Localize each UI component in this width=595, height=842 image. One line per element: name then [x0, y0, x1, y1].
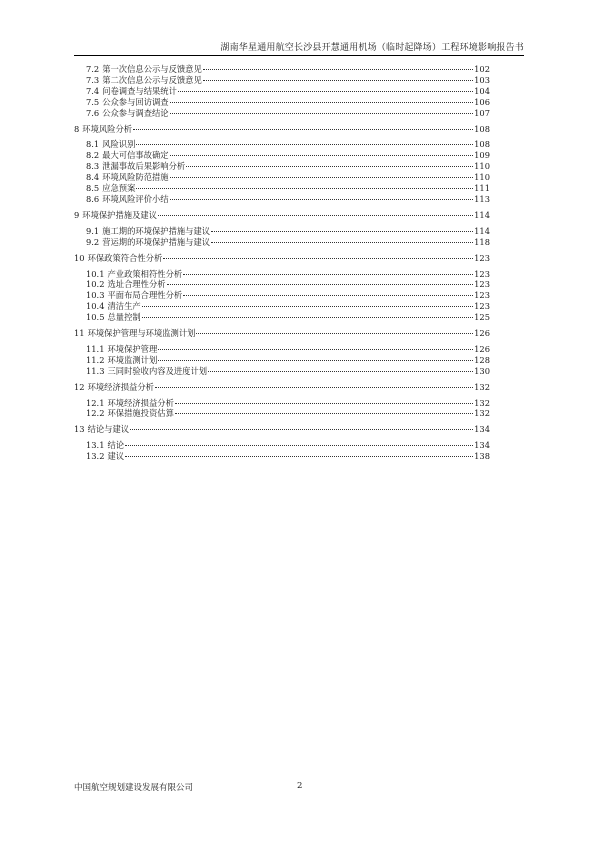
- toc-entry-number: 11: [74, 328, 85, 339]
- dot-leader: [142, 306, 473, 307]
- toc-subsection-entry[interactable]: [74, 312, 490, 323]
- toc-entry-number: 10.3: [86, 290, 105, 301]
- dot-leader: [196, 333, 473, 334]
- toc-entry-page: 110: [474, 161, 490, 172]
- toc-entry-title: 问卷调查与结果统计: [102, 85, 177, 96]
- toc-subsection-entry[interactable]: [74, 226, 490, 237]
- toc-entry-number: 8.5: [86, 183, 100, 194]
- toc-entry-number: 11.1: [86, 343, 105, 354]
- toc-subsection-entry[interactable]: [74, 301, 490, 312]
- dot-leader: [208, 371, 473, 372]
- toc-entry-number: 7.4: [86, 85, 100, 96]
- toc-entry-page: 114: [474, 209, 490, 220]
- toc-entry-label: [86, 355, 157, 366]
- dot-leader: [175, 413, 473, 414]
- toc-entry-number: 7.5: [86, 96, 100, 107]
- toc-entry-label: [86, 75, 202, 86]
- toc-entry-title: 总量控制: [107, 312, 141, 323]
- toc-entry-label: [86, 161, 185, 172]
- toc-subsection-entry[interactable]: [74, 64, 490, 75]
- toc-entry-title: 环境保护管理与环境监测计划: [87, 328, 196, 339]
- toc-entry-title: 平面布局合理性分析: [107, 290, 183, 301]
- toc-entry-page: 123: [474, 301, 490, 312]
- dot-leader: [183, 295, 473, 296]
- toc-entry-page: 109: [474, 150, 490, 161]
- toc-entry-title: 风险识别: [102, 139, 136, 150]
- toc-entry-label: [86, 269, 182, 280]
- toc-entry-number: 7.6: [86, 107, 100, 118]
- dot-leader: [211, 242, 473, 243]
- toc-section-entry[interactable]: [74, 382, 490, 393]
- toc-entry-page: 104: [474, 85, 490, 96]
- toc-entry-number: 9: [74, 209, 80, 220]
- toc-entry-label: [86, 183, 135, 194]
- dot-leader: [136, 188, 473, 189]
- dot-leader: [170, 199, 474, 200]
- toc-entry-label: [86, 108, 169, 119]
- toc-entry-label: [86, 279, 166, 290]
- dot-leader: [125, 445, 473, 446]
- toc-entry-number: 8.3: [86, 161, 100, 172]
- toc-entry-label: [74, 253, 162, 264]
- dot-leader: [133, 129, 473, 130]
- toc-entry-page: 111: [474, 183, 490, 194]
- toc-entry-title: 结论: [107, 440, 125, 451]
- toc-section-entry[interactable]: [74, 210, 490, 221]
- toc-entry-number: 10: [74, 252, 85, 263]
- toc-entry-page: 108: [474, 139, 490, 150]
- toc-entry-label: [86, 194, 169, 205]
- toc-entry-label: [86, 290, 182, 301]
- toc-entry-label: [86, 237, 210, 248]
- toc-subsection-entry[interactable]: [74, 172, 490, 183]
- toc-entry-page: 138: [474, 451, 490, 462]
- toc-entry-title: 环保政策符合性分析: [87, 252, 163, 263]
- toc-entry-number: 10.2: [86, 279, 105, 290]
- toc-entry-label: [86, 366, 207, 377]
- toc-subsection-entry[interactable]: [74, 269, 490, 280]
- toc-entry-label: [86, 344, 157, 355]
- toc-entry-label: [86, 139, 135, 150]
- toc-entry-page: 134: [474, 424, 490, 435]
- dot-leader: [211, 231, 473, 232]
- toc-entry-title: 建议: [107, 451, 125, 462]
- running-header: [74, 40, 524, 56]
- dot-leader: [155, 387, 473, 388]
- toc-entry-label: [86, 172, 169, 183]
- toc-entry-page: 110: [474, 172, 490, 183]
- toc-entry-title: 公众参与调查结论: [102, 107, 169, 118]
- dot-leader: [170, 177, 474, 178]
- toc-subsection-entry[interactable]: [74, 440, 490, 451]
- toc-entry-label: [74, 382, 154, 393]
- toc-entry-title: 环境保护管理: [107, 343, 158, 354]
- toc-entry-title: 环境经济损益分析: [87, 381, 154, 392]
- toc-entry-page: 123: [474, 252, 490, 263]
- dot-leader: [125, 456, 473, 457]
- toc-entry-label: [86, 150, 169, 161]
- toc-entry-number: 9.2: [86, 236, 100, 247]
- toc-entry-title: 环境监测计划: [107, 354, 158, 365]
- toc-section-entry[interactable]: [74, 328, 490, 339]
- toc-entry-title: 环境风险防范措施: [102, 172, 169, 183]
- toc-entry-number: 7.3: [86, 74, 100, 85]
- dot-leader: [158, 360, 473, 361]
- toc-entry-page: 132: [474, 408, 490, 419]
- toc-subsection-entry[interactable]: [74, 237, 490, 248]
- toc-entry-number: 13: [74, 424, 85, 435]
- toc-section-entry[interactable]: [74, 424, 490, 435]
- toc-entry-number: 8: [74, 123, 80, 134]
- toc-entry-number: 11.2: [86, 354, 105, 365]
- toc-entry-number: 12: [74, 381, 85, 392]
- toc-entry-page: 103: [474, 74, 490, 85]
- toc-entry-number: 8.6: [86, 193, 100, 204]
- toc-entry-label: [86, 301, 141, 312]
- toc-entry-label: [86, 312, 141, 323]
- page-number: 2: [297, 781, 303, 791]
- toc-entry-number: 13.2: [86, 451, 105, 462]
- toc-entry-number: 10.1: [86, 268, 105, 279]
- toc-entry-number: 13.1: [86, 440, 105, 451]
- toc-subsection-entry[interactable]: [74, 86, 490, 97]
- toc-subsection-entry[interactable]: [74, 139, 490, 150]
- toc-subsection-entry[interactable]: [74, 183, 490, 194]
- toc-entry-title: 泄漏事故后果影响分析: [102, 161, 186, 172]
- dot-leader: [203, 80, 473, 81]
- toc-entry-title: 环境保护措施及建议: [82, 209, 157, 220]
- dot-leader: [158, 349, 473, 350]
- toc-entry-title: 应急预案: [102, 183, 136, 194]
- toc-entry-title: 营运期的环境保护措施与建议: [102, 236, 211, 247]
- document-title: 湖南华星通用航空长沙县开慧通用机场（临时起降场）工程环境影响报告书: [220, 43, 524, 53]
- toc-subsection-entry[interactable]: [74, 97, 490, 108]
- toc-entry-label: [86, 408, 174, 419]
- toc-entry-label: [74, 124, 132, 135]
- toc-subsection-entry[interactable]: [74, 108, 490, 119]
- toc-entry-page: 134: [474, 440, 490, 451]
- toc-entry-page: 128: [474, 354, 490, 365]
- dot-leader: [186, 166, 473, 167]
- toc-entry-page: 113: [474, 193, 490, 204]
- toc-entry-number: 10.4: [86, 301, 105, 312]
- toc-entry-title: 施工期的环境保护措施与建议: [102, 225, 211, 236]
- toc-entry-page: 106: [474, 96, 490, 107]
- toc-entry-number: 7.2: [86, 64, 100, 74]
- toc-entry-label: [86, 97, 169, 108]
- toc-entry-number: 8.1: [86, 139, 100, 150]
- toc-entry-page: 132: [474, 381, 490, 392]
- dot-leader: [142, 317, 473, 318]
- toc-entry-page: 125: [474, 312, 490, 323]
- toc-entry-page: 118: [474, 236, 490, 247]
- dot-leader: [203, 69, 473, 70]
- toc-entry-title: 第二次信息公示与反馈意见: [102, 74, 202, 85]
- toc-entry-label: [74, 210, 157, 221]
- toc-entry-title: 第一次信息公示与反馈意见: [102, 64, 202, 74]
- toc-entry-label: [86, 451, 124, 462]
- dot-leader: [170, 155, 474, 156]
- dot-leader: [167, 284, 474, 285]
- toc-subsection-entry[interactable]: [74, 150, 490, 161]
- toc-entry-page: 102: [474, 64, 490, 74]
- toc-subsection-entry[interactable]: [74, 451, 490, 462]
- footer-company: 中国航空规划建设发展有限公司: [74, 783, 194, 793]
- table-of-contents: [74, 64, 490, 462]
- toc-entry-label: [86, 64, 202, 75]
- toc-entry-title: 清洁生产: [107, 301, 141, 312]
- toc-entry-page: 130: [474, 365, 490, 376]
- toc-entry-page: 132: [474, 397, 490, 408]
- toc-subsection-entry[interactable]: [74, 194, 490, 205]
- toc-subsection-entry[interactable]: [74, 355, 490, 366]
- toc-subsection-entry[interactable]: [74, 366, 490, 377]
- toc-entry-number: 10.5: [86, 312, 105, 323]
- toc-entry-number: 9.1: [86, 225, 100, 236]
- dot-leader: [163, 258, 473, 259]
- toc-entry-label: [86, 226, 210, 237]
- toc-subsection-entry[interactable]: [74, 279, 490, 290]
- toc-subsection-entry[interactable]: [74, 398, 490, 409]
- toc-entry-number: 12.1: [86, 397, 105, 408]
- toc-entry-title: 选址合理性分析: [107, 279, 166, 290]
- dot-leader: [158, 215, 473, 216]
- toc-entry-label: [74, 328, 195, 339]
- toc-entry-title: 三同时验收内容及进度计划: [107, 365, 208, 376]
- toc-section-entry[interactable]: [74, 124, 490, 135]
- dot-leader: [183, 274, 473, 275]
- toc-entry-page: 123: [474, 279, 490, 290]
- toc-entry-label: [86, 440, 124, 451]
- toc-entry-page: 107: [474, 107, 490, 118]
- toc-entry-number: 11.3: [86, 365, 105, 376]
- toc-section-entry[interactable]: [74, 253, 490, 264]
- toc-entry-number: 8.2: [86, 150, 100, 161]
- dot-leader: [170, 113, 474, 114]
- toc-entry-number: 12.2: [86, 408, 105, 419]
- toc-entry-title: 结论与建议: [87, 424, 130, 435]
- toc-entry-title: 公众参与回访调查: [102, 96, 169, 107]
- toc-subsection-entry[interactable]: [74, 408, 490, 419]
- toc-subsection-entry[interactable]: [74, 344, 490, 355]
- toc-entry-page: 126: [474, 328, 490, 339]
- dot-leader: [136, 144, 473, 145]
- toc-subsection-entry[interactable]: [74, 161, 490, 172]
- toc-subsection-entry[interactable]: [74, 75, 490, 86]
- toc-entry-label: [86, 86, 177, 97]
- toc-entry-number: 8.4: [86, 172, 100, 183]
- toc-entry-page: 108: [474, 123, 490, 134]
- toc-entry-title: 环保措施投资估算: [107, 408, 174, 419]
- toc-entry-title: 环境风险分析: [82, 123, 133, 134]
- toc-entry-page: 114: [474, 225, 490, 236]
- toc-entry-page: 126: [474, 343, 490, 354]
- toc-entry-title: 环境风险评价小结: [102, 193, 169, 204]
- dot-leader: [130, 429, 473, 430]
- dot-leader: [178, 91, 473, 92]
- toc-entry-title: 最大可信事故确定: [102, 150, 169, 161]
- toc-entry-title: 产业政策相符性分析: [107, 268, 183, 279]
- toc-entry-page: 123: [474, 268, 490, 279]
- dot-leader: [170, 102, 474, 103]
- toc-entry-label: [74, 424, 129, 435]
- toc-entry-title: 环境经济损益分析: [107, 397, 174, 408]
- toc-entry-label: [86, 398, 174, 409]
- dot-leader: [175, 403, 473, 404]
- toc-entry-page: 123: [474, 290, 490, 301]
- toc-subsection-entry[interactable]: [74, 290, 490, 301]
